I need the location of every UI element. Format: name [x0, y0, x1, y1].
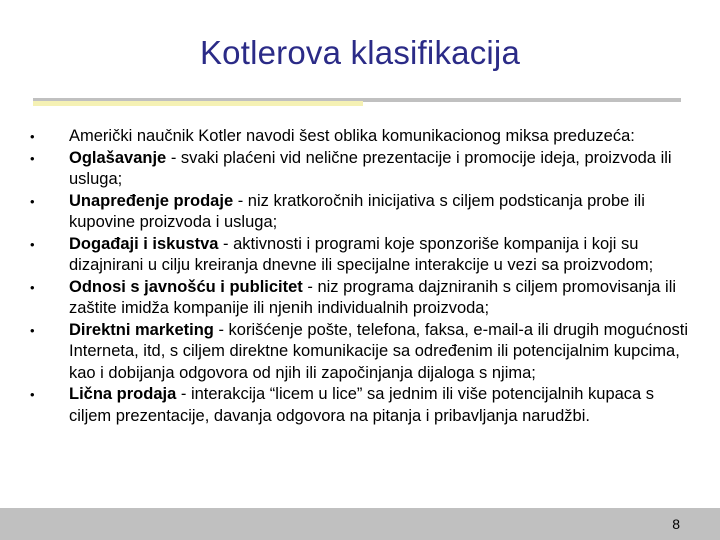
slide-title: Kotlerova klasifikacija	[199, 34, 521, 71]
bullet-list	[0, 126, 720, 427]
bullet-item	[0, 234, 699, 277]
bullet-item	[0, 320, 699, 385]
bullet-term: Odnosi s javnošću i publicitet	[69, 277, 303, 296]
bullet-text: - niz kratkoročnih inicijativa s ciljem podsticanja probe ili kupovine proizvoda i usluga;	[69, 191, 645, 231]
bullet-icon: •	[30, 387, 35, 402]
bullet-term: Direktni marketing	[69, 320, 214, 339]
bullet-icon: •	[30, 279, 35, 295]
bullet-term: Lična prodaja	[69, 385, 177, 403]
bullet-icon: •	[30, 193, 35, 209]
bullet-icon: •	[30, 322, 35, 338]
bullet-text: - niz programa dajzniranih s ciljem promovisanja ili zaštite imidža kompanije ili njenih individualnih proizvoda;	[69, 277, 677, 317]
bullet-item	[0, 277, 699, 320]
bullet-text: - korišćenje pošte, telefona, faksa, e-mail-a ili drugih mogućnosti Interneta, itd, s ciljem direktne komunikacije sa određenim ili potencijalnim kupcima, kao i dobijanja odgovora od njih ili započinjanja dijaloga s njima;	[69, 320, 689, 382]
bullet-item	[0, 126, 699, 148]
title-underline-yellow	[33, 101, 363, 106]
bullet-term: Događaji i iskustva	[69, 234, 219, 253]
bullet-icon: •	[30, 129, 35, 144]
page-number: 8	[672, 516, 680, 532]
footer-bar	[0, 508, 720, 540]
bullet-text: Američki naučnik Kotler navodi šest oblika komunikacionog miksa preduzeća:	[69, 127, 635, 145]
bullet-text: - svaki plaćeni vid nelične prezentacije i promocije ideja, proizvoda ili usluga;	[69, 148, 672, 188]
bullet-text: - interakcija “licem u lice” sa jednim ili više potencijalnih kupaca s ciljem prezentacije, davanja odgovora na pitanja i pribavljanja narudžbi.	[69, 385, 655, 425]
bullet-item	[0, 191, 699, 234]
bullet-term: Oglašavanje	[69, 148, 167, 167]
bullet-icon: •	[30, 236, 35, 252]
bullet-text: - aktivnosti i programi koje sponzoriše kompanija i koji su dizajnirani u cilju kreiranja dnevne ili specijalne interakcije u vezi sa proizvodom;	[69, 234, 654, 274]
bullet-icon: •	[30, 150, 35, 166]
bullet-item	[0, 148, 699, 191]
bullet-item	[0, 384, 699, 427]
bullet-term: Unapređenje prodaje	[69, 191, 234, 210]
